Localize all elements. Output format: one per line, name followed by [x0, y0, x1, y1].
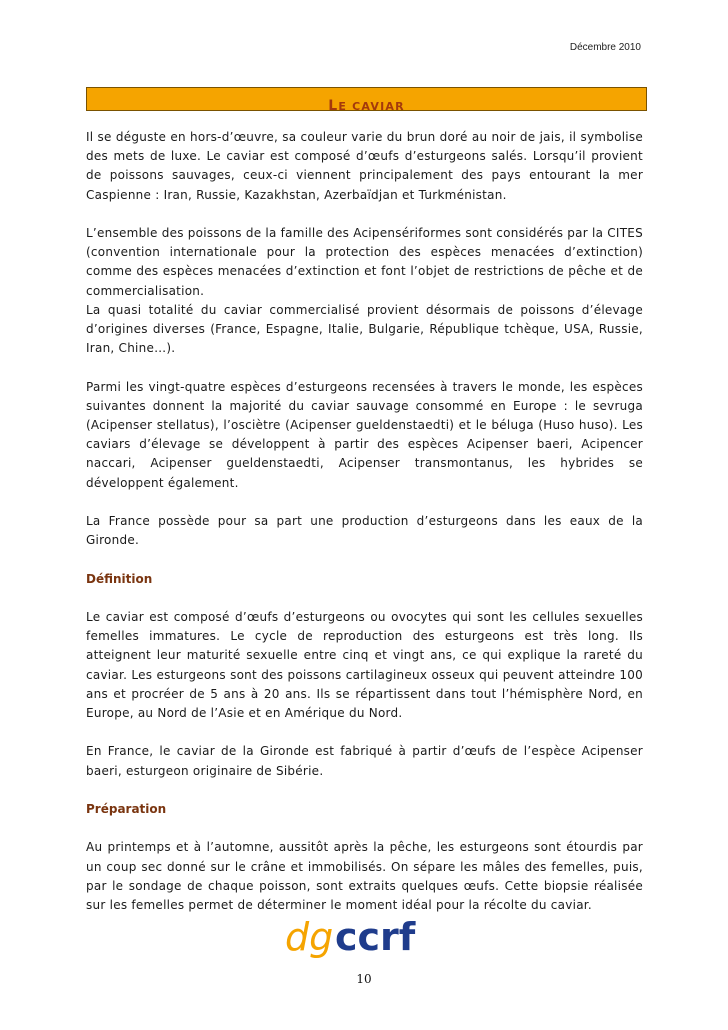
paragraph-gironde: En France, le caviar de la Gironde est fabriqué à partir d’œufs de l’espèce Acipenser baeri, esturgeon originaire de Sibérie. [86, 744, 643, 778]
paragraph-origins: La quasi totalité du caviar commercialisé provient désormais de poissons d’élevage d’origines diverses (France, Espagne, Italie, Bulgarie, République tchèque, USA, Russie, Iran, Chine…). [86, 302, 643, 356]
paragraph-preparation: Au printemps et à l’automne, aussitôt après la pêche, les esturgeons sont étourdis par un coup sec donné sur le crâne et immobilisés. On sépare les mâles des femelles, puis, par le sondage de chaque poisson, sont extraits quelques œufs. Cette biopsie réalisée sur les femelles permet de déterminer le moment idéal pour la récolte du caviar. [86, 840, 643, 912]
page-title [328, 93, 405, 114]
section-heading-definition: Définition [86, 571, 153, 586]
paragraph-france: La France possède pour sa part une production d’esturgeons dans les eaux de la Gironde. [86, 514, 643, 548]
header-date: Décembre 2010 [569, 42, 641, 53]
section-heading-preparation: Préparation [86, 802, 167, 816]
page-number: 10 [356, 972, 372, 986]
title-first-letter: L [328, 98, 339, 114]
paragraph-species: Parmi les vingt-quatre espèces d’esturgeons recensées à travers le monde, les espèces suivantes donnent la majorité du caviar sauvage consommé en Europe : le sevruga (Acipenser stellatus), l’osciètre (Acipenser gueldenstaedti) et le béluga (Huso huso). Les caviars d’élevage se développent à partir des espèces Acipenser baeri, Acipencer naccari, Acipenser gueldenstaedti, Acipenser transmontanus, les hybrides se développent également. [86, 379, 643, 490]
logo-dg-text: dg [285, 915, 334, 958]
dgccrf-logo [283, 910, 453, 958]
logo-ccrf-text: ccrf [335, 915, 416, 958]
paragraph-cites: L’ensemble des poissons de la famille des Acipensériformes sont considérés par la CITES (convention internationale pour la protection des espèces menacées d’extinction) comme des espèces menacées d’extinction et font l’objet de restrictions de pêche et de commercialisation. [86, 226, 643, 298]
title-banner [86, 87, 647, 114]
document-body [86, 128, 643, 934]
paragraph-definition: Le caviar est composé d’œufs d’esturgeons ou ovocytes qui sont les cellules sexuelles femelles immatures. Le cycle de reproduction des esturgeons est très long. Ils atteignent leur maturité sexuelle entre cinq et vingt ans, ce qui explique la rareté du caviar. Les esturgeons sont des poissons cartilagineux osseux qui peuvent atteindre 100 ans et procréer de 5 ans à 20 ans. Ils se répartissent dans tout l’hémisphère Nord, en Europe, au Nord de l’Asie et en Amérique du Nord. [86, 610, 643, 721]
title-rest: E CAVIAR [338, 100, 405, 113]
paragraph-intro: Il se déguste en hors-d’œuvre, sa couleur varie du brun doré au noir de jais, il symbolise des mets de luxe. Le caviar est composé d’œufs d’esturgeons salés. Lorsqu’il provient de poissons sauvages, ceux-ci viennent principalement des pays entourant la mer Caspienne : Iran, Russie, Kazakhstan, Azerbaïdjan et Turkménistan. [86, 130, 643, 202]
